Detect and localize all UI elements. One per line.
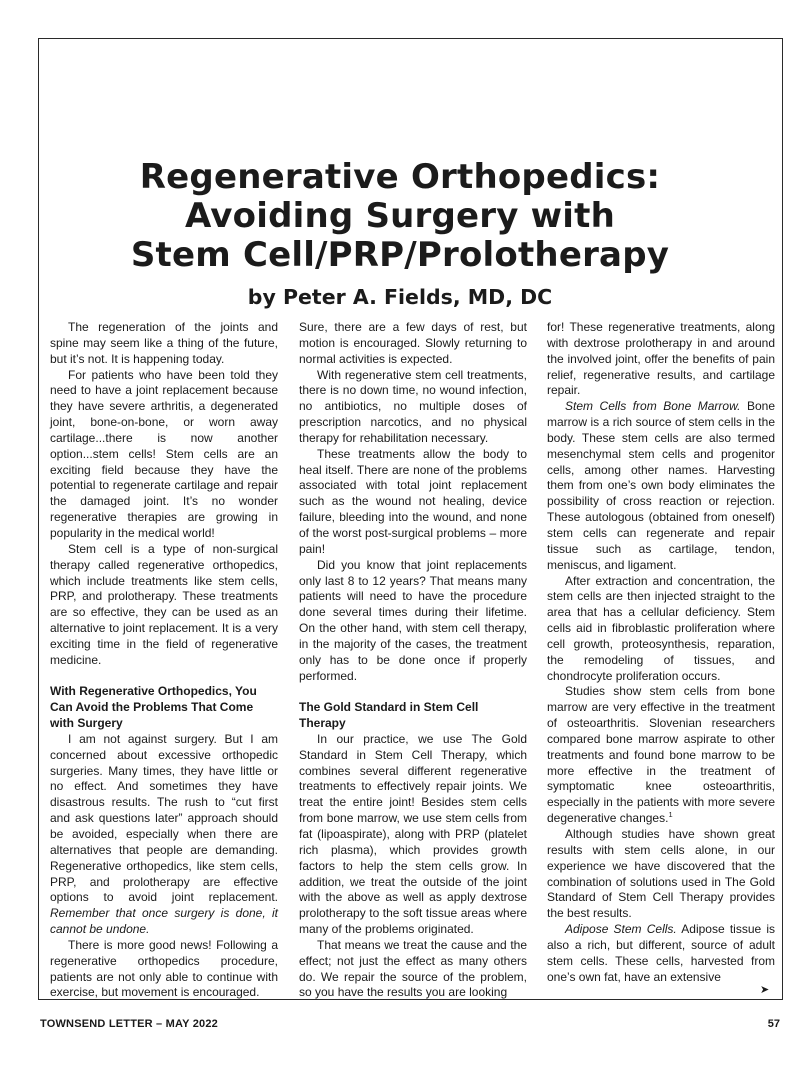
section-heading: With Regenerative Orthopedics, You Can Avoid the Problems That Come with Surgery [50, 684, 257, 731]
paragraph: In our practice, we use The Gold Standard in Stem Cell Therapy, which combines several different regenerative treatments to effectively repair joints. We treat the entire joint! Besides stem cells from bone marrow, we use stem cells from fat (lipoaspirate), along with PRP (platelet rich plasma), which provides growth factors to help the stem cells grow. In addition, we treat the outside of the joint with the above as well as apply dextrose prolotherapy to the soft tissue areas where many of the problems originated. [299, 731, 527, 937]
emphasis-text: Remember that once surgery is done, it cannot be undone. [50, 906, 278, 937]
spacer [50, 669, 278, 685]
paragraph-text: Studies show stem cells from bone marrow are very effective in the treatment of osteoarthritis. Slovenian researchers compared bone marrow aspirate to other treatments and found bone marrow to be more effective in the treatment of symptomatic knee osteoarthritis, especially in the patients with more severe degenerative changes. [547, 684, 775, 826]
paragraph: Did you know that joint replacements only last 8 to 12 years? That means many patients will need to have the procedure done several times during their lifetime. On the other hand, with stem cell therapy, in the majority of the cases, the treatment only has to be done once if properly performed. [299, 557, 527, 683]
column-1 [50, 320, 278, 1001]
continue-arrow-icon: ➤ [760, 984, 770, 996]
paragraph: for! These regenerative treatments, along with dextrose prolotherapy in and around the involved joint, offer the benefits of pain relief, regenerative results, and cartilage repair. [547, 320, 775, 398]
reference-marker: 1 [668, 810, 673, 820]
footer-publication: TOWNSEND LETTER – MAY 2022 [40, 1018, 218, 1030]
paragraph: There is more good news! Following a regenerative orthopedics procedure, patients are not only able to continue with exercise, but movement is encouraged. [50, 937, 278, 1000]
paragraph [50, 732, 278, 938]
paragraph [547, 399, 775, 573]
paragraph: These treatments allow the body to heal itself. There are none of the problems associated with total joint replacement such as the wound not healing, device failure, bleeding into the wound, and none of the worst post-surgical problems – more pain! [299, 446, 527, 556]
column-2 [299, 320, 527, 1001]
paragraph: Stem cell is a type of non-surgical therapy called regenerative orthopedics, which include treatments like stem cells, PRP, and prolotherapy. These treatments are so effective, they can be used as an alternative to joint replacement. It is a very exciting time in the field of regenerative medicine. [50, 541, 278, 667]
title-line-3: Stem Cell/PRP/Prolotherapy [130, 235, 670, 275]
footer-page-number: 57 [767, 1018, 780, 1030]
paragraph-text: Bone marrow is a rich source of stem cells in the body. These stem cells are also termed mesenchymal stem cells and progenitor cells, among other names. Harvesting them from one’s own body eliminates the possibility of cross reaction or rejection. These autologous (obtained from oneself) stem cells can regenerate and repair tissue such as cartilage, tendon, meniscus, and ligament. [547, 399, 775, 572]
paragraph: With regenerative stem cell treatments, there is no down time, no wound infection, no antibiotics, no multiple doses of prescription narcotics, and no physical therapy for rehabilitation necessary. [299, 367, 527, 445]
paragraph: After extraction and concentration, the stem cells are then injected straight to the area that has a cellular deficiency. Stem cells aid in fibroblastic proliferation where cell growth, proteosynthesis, reparation, the remodeling of tissues, and chondrocyte proliferation occurs. [547, 573, 775, 683]
section-heading: The Gold Standard in Stem Cell Therapy [299, 700, 479, 731]
paragraph [547, 922, 775, 985]
paragraph-text: I am not against surgery. But I am concerned about excessive orthopedic surgeries. Many times, they have little or no effect. And sometimes they have disastrous results. The rush to “cut first and ask questions later” approach should be avoided, especially when there are alternatives that people are demanding. Regenerative orthopedics, like stem cells, PRP, and prolotherapy are effective options to avoid joint replacement. [50, 731, 278, 905]
paragraph: Sure, there are a few days of rest, but motion is encouraged. Slowly returning to normal activities is expected. [299, 320, 527, 366]
subheading-italic: Stem Cells from Bone Marrow. [565, 399, 741, 414]
author-byline: by Peter A. Fields, MD, DC [247, 285, 553, 309]
spacer [299, 684, 527, 700]
paragraph: The regeneration of the joints and spine may seem like a thing of the future, but it’s not. It is happening today. [50, 320, 278, 366]
paragraph: That means we treat the cause and the effect; not just the effect as many others do. We repair the source of the problem, so you have the results you are looking [299, 937, 527, 1000]
column-3 [547, 320, 775, 985]
title-line-1: Regenerative Orthopedics: [139, 157, 661, 197]
title-line-2: Avoiding Surgery with [185, 196, 615, 236]
paragraph: For patients who have been told they need to have a joint replacement because they have severe arthritis, a degenerated joint, bone-on-bone, or worn away cartilage...there is now another option...stem cells! Stem cells are an exciting field because they have the potential to regenerate cartilage and repair the damaged joint. It’s no wonder regenerative therapies are growing in popularity in the medical world! [50, 367, 278, 540]
article-title [0, 158, 800, 275]
paragraph [547, 684, 775, 827]
paragraph-text: Adipose tissue is also a rich, but different, source of adult stem cells. These cells, harvested from one’s own fat, have an extensive [547, 922, 776, 984]
paragraph: Although studies have shown great results with stem cells alone, in our experience we have discovered that the combination of solutions used in The Gold Standard of Stem Cell Therapy provides the best results. [547, 827, 775, 921]
subheading-italic: Adipose Stem Cells. [565, 922, 677, 937]
